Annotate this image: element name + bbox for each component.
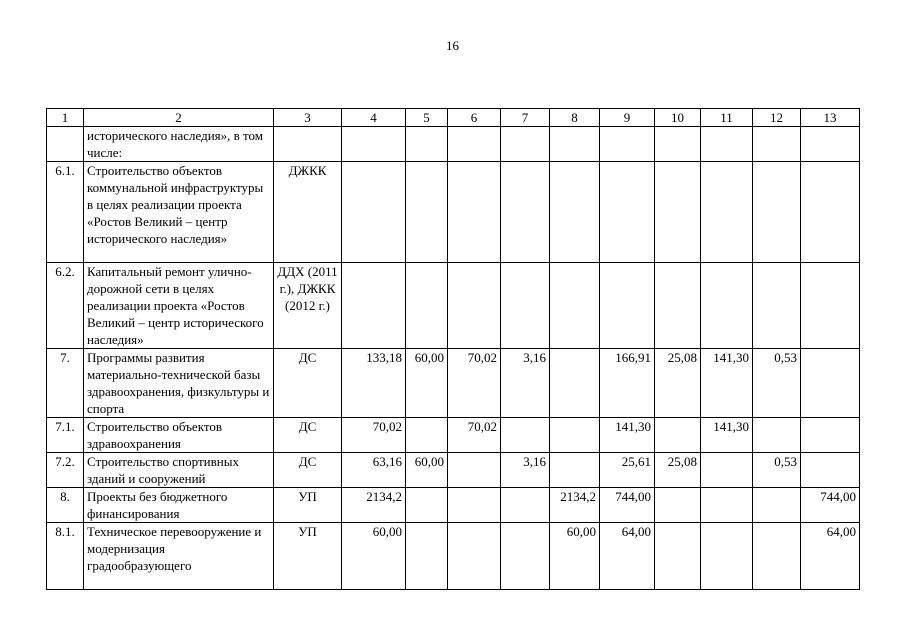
value-cell: 60,00 — [342, 523, 406, 590]
value-cell — [753, 162, 801, 263]
row-title-cell: Программы развития материально-технической базы здравоохранения, физкультуры и спорта — [84, 349, 274, 418]
value-cell — [501, 127, 550, 162]
row-number-cell: 6.1. — [47, 162, 84, 263]
row-number-cell: 8. — [47, 488, 84, 523]
value-cell — [801, 162, 860, 263]
value-cell — [550, 418, 600, 453]
value-cell: 2134,2 — [342, 488, 406, 523]
value-cell — [701, 488, 753, 523]
value-cell: 166,91 — [600, 349, 655, 418]
value-cell — [448, 162, 501, 263]
row-title-cell: Проекты без бюджетного финансирования — [84, 488, 274, 523]
value-cell: 25,61 — [600, 453, 655, 488]
value-cell — [501, 488, 550, 523]
row-title-cell: Строительство спортивных зданий и сооружений — [84, 453, 274, 488]
value-cell: 0,53 — [753, 453, 801, 488]
value-cell — [342, 263, 406, 349]
value-cell — [406, 162, 448, 263]
value-cell: 3,16 — [501, 349, 550, 418]
column-header: 11 — [701, 109, 753, 127]
value-cell: 3,16 — [501, 453, 550, 488]
row-number-cell — [47, 127, 84, 162]
value-cell: 0,53 — [753, 349, 801, 418]
column-header: 8 — [550, 109, 600, 127]
row-number-cell: 7.2. — [47, 453, 84, 488]
value-cell: 141,30 — [600, 418, 655, 453]
value-cell: 63,16 — [342, 453, 406, 488]
value-cell: 64,00 — [600, 523, 655, 590]
column-header: 2 — [84, 109, 274, 127]
value-cell — [655, 162, 701, 263]
value-cell — [406, 127, 448, 162]
column-header: 12 — [753, 109, 801, 127]
value-cell — [753, 418, 801, 453]
value-cell — [701, 263, 753, 349]
value-cell — [448, 127, 501, 162]
column-header: 7 — [501, 109, 550, 127]
row-number-cell: 8.1. — [47, 523, 84, 590]
value-cell — [406, 263, 448, 349]
column-header: 6 — [448, 109, 501, 127]
table-row — [47, 453, 860, 488]
value-cell — [600, 263, 655, 349]
value-cell — [600, 127, 655, 162]
value-cell — [501, 263, 550, 349]
value-cell: 60,00 — [406, 349, 448, 418]
value-cell — [655, 523, 701, 590]
row-number-cell: 7.1. — [47, 418, 84, 453]
value-cell — [501, 523, 550, 590]
value-cell: 141,30 — [701, 349, 753, 418]
row-title-cell: Строительство объектов коммунальной инфраструктуры в целях реализации проекта «Ростов Великий – центр исторического наследия» — [84, 162, 274, 263]
value-cell — [550, 453, 600, 488]
value-cell: 133,18 — [342, 349, 406, 418]
page-number: 16 — [446, 38, 459, 53]
value-cell — [801, 349, 860, 418]
value-cell — [406, 523, 448, 590]
table-row — [47, 523, 860, 590]
row-title-cell: исторического наследия», в том числе: — [84, 127, 274, 162]
value-cell: 2134,2 — [550, 488, 600, 523]
table-row — [47, 127, 860, 162]
value-cell — [701, 453, 753, 488]
value-cell: 70,02 — [342, 418, 406, 453]
table-row — [47, 263, 860, 349]
value-cell — [550, 349, 600, 418]
value-cell — [448, 488, 501, 523]
value-cell — [406, 418, 448, 453]
value-cell: 25,08 — [655, 453, 701, 488]
value-cell — [448, 263, 501, 349]
value-cell — [701, 523, 753, 590]
column-header: 5 — [406, 109, 448, 127]
value-cell — [655, 418, 701, 453]
value-cell — [753, 263, 801, 349]
row-number-cell: 6.2. — [47, 263, 84, 349]
value-cell: 70,02 — [448, 349, 501, 418]
value-cell — [501, 162, 550, 263]
value-cell — [753, 488, 801, 523]
value-cell: 744,00 — [600, 488, 655, 523]
column-header: 10 — [655, 109, 701, 127]
value-cell — [600, 162, 655, 263]
value-cell — [501, 418, 550, 453]
column-header: 1 — [47, 109, 84, 127]
executor-cell: УП — [274, 488, 342, 523]
value-cell: 744,00 — [801, 488, 860, 523]
value-cell — [655, 488, 701, 523]
executor-cell: ДДХ (2011 г.), ДЖКК (2012 г.) — [274, 263, 342, 349]
column-header: 9 — [600, 109, 655, 127]
value-cell — [448, 523, 501, 590]
budget-table — [46, 108, 860, 590]
executor-cell: ДЖКК — [274, 162, 342, 263]
row-title-cell: Строительство объектов здравоохранения — [84, 418, 274, 453]
header-row — [47, 109, 860, 127]
value-cell — [701, 127, 753, 162]
value-cell — [801, 418, 860, 453]
value-cell — [550, 162, 600, 263]
table-row — [47, 349, 860, 418]
value-cell — [342, 127, 406, 162]
executor-cell: ДС — [274, 418, 342, 453]
value-cell — [801, 263, 860, 349]
column-header: 3 — [274, 109, 342, 127]
value-cell — [655, 127, 701, 162]
value-cell: 60,00 — [406, 453, 448, 488]
value-cell — [801, 127, 860, 162]
table-row — [47, 162, 860, 263]
value-cell — [406, 488, 448, 523]
row-number-cell: 7. — [47, 349, 84, 418]
column-header: 13 — [801, 109, 860, 127]
value-cell: 70,02 — [448, 418, 501, 453]
row-title-cell: Капитальный ремонт улично-дорожной сети в целях реализации проекта «Ростов Великий – центр исторического наследия» — [84, 263, 274, 349]
executor-cell: УП — [274, 523, 342, 590]
table-row — [47, 488, 860, 523]
executor-cell: ДС — [274, 453, 342, 488]
value-cell: 25,08 — [655, 349, 701, 418]
value-cell — [655, 263, 701, 349]
value-cell — [753, 127, 801, 162]
value-cell: 64,00 — [801, 523, 860, 590]
executor-cell — [274, 127, 342, 162]
table-row — [47, 418, 860, 453]
value-cell: 60,00 — [550, 523, 600, 590]
value-cell — [801, 453, 860, 488]
column-header: 4 — [342, 109, 406, 127]
value-cell — [753, 523, 801, 590]
value-cell: 141,30 — [701, 418, 753, 453]
value-cell — [342, 162, 406, 263]
value-cell — [550, 263, 600, 349]
value-cell — [448, 453, 501, 488]
value-cell — [701, 162, 753, 263]
executor-cell: ДС — [274, 349, 342, 418]
value-cell — [550, 127, 600, 162]
row-title-cell: Техническое перевооружение и модернизация градообразующего — [84, 523, 274, 590]
